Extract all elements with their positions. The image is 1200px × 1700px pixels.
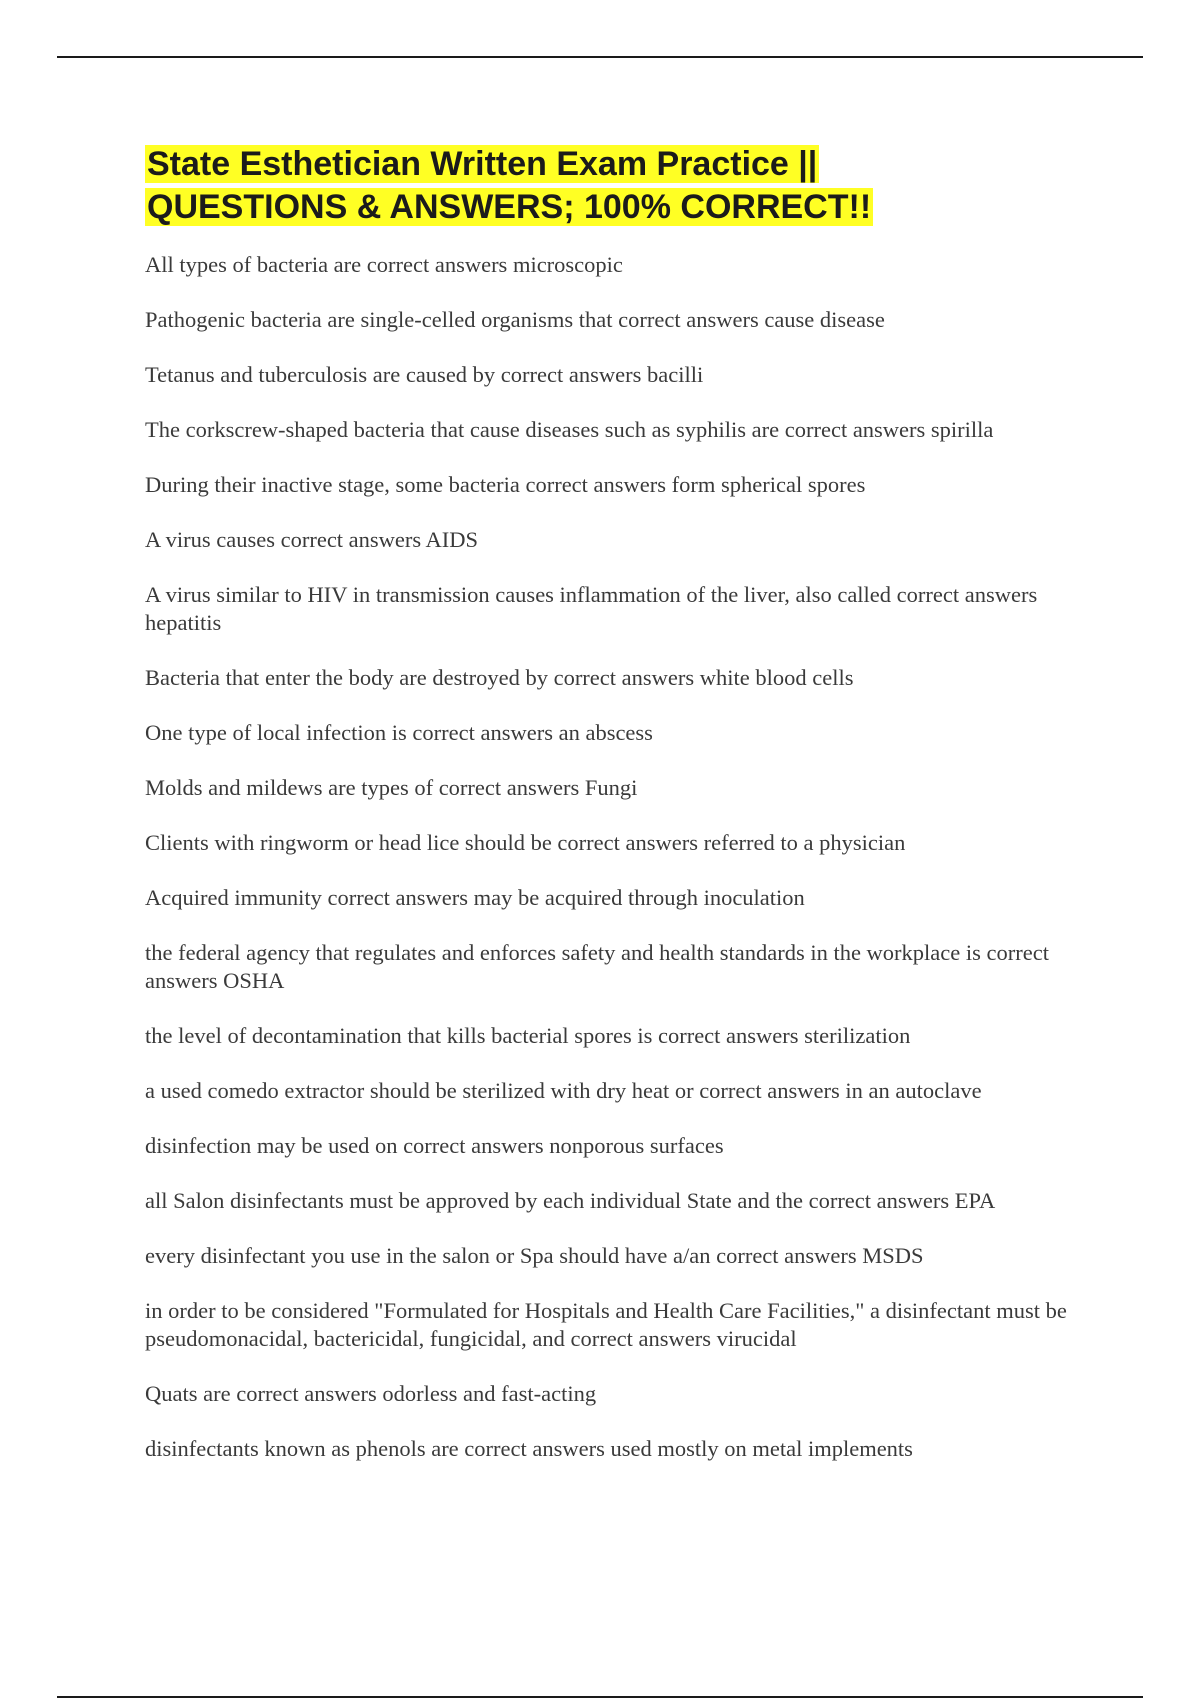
title-line-1: State Esthetician Written Exam Practice ||: [147, 145, 818, 183]
qa-item: One type of local infection is correct answers an abscess: [145, 720, 653, 745]
qa-item: a used comedo extractor should be sterilized with dry heat or correct answers in an autoclave: [145, 1078, 982, 1103]
document-body: [145, 143, 1075, 1490]
qa-item: disinfectants known as phenols are correct answers used mostly on metal implements: [145, 1436, 913, 1461]
qa-item: the level of decontamination that kills bacterial spores is correct answers sterilization: [145, 1023, 911, 1048]
qa-item: Quats are correct answers odorless and fast-acting: [145, 1381, 597, 1406]
qa-item: A virus causes correct answers AIDS: [145, 527, 479, 552]
title-line-2: QUESTIONS & ANSWERS; 100% CORRECT!!: [147, 188, 872, 226]
qa-item: Clients with ringworm or head lice should be correct answers referred to a physician: [145, 830, 906, 855]
qa-item: in order to be considered "Formulated for Hospitals and Health Care Facilities," a disinfectant must be pseudomonacidal, bactericidal, fungicidal, and correct answers virucidal: [145, 1298, 1067, 1351]
bottom-divider: [57, 1696, 1143, 1698]
qa-item: The corkscrew-shaped bacteria that cause diseases such as syphilis are correct answers spirilla: [145, 417, 994, 442]
document-title: [145, 143, 1075, 229]
qa-item: A virus similar to HIV in transmission causes inflammation of the liver, also called correct answers hepatitis: [145, 582, 1038, 635]
qa-item: Molds and mildews are types of correct answers Fungi: [145, 775, 638, 800]
qa-list: [145, 251, 1075, 1463]
qa-item: disinfection may be used on correct answers nonporous surfaces: [145, 1133, 724, 1158]
qa-item: During their inactive stage, some bacteria correct answers form spherical spores: [145, 472, 866, 497]
qa-item: Acquired immunity correct answers may be acquired through inoculation: [145, 885, 805, 910]
qa-item: Bacteria that enter the body are destroyed by correct answers white blood cells: [145, 665, 854, 690]
qa-item: Tetanus and tuberculosis are caused by correct answers bacilli: [145, 362, 704, 387]
top-divider: [57, 56, 1143, 58]
qa-item: All types of bacteria are correct answers microscopic: [145, 252, 623, 277]
qa-item: every disinfectant you use in the salon or Spa should have a/an correct answers MSDS: [145, 1243, 924, 1268]
qa-item: the federal agency that regulates and enforces safety and health standards in the workplace is correct answers OSHA: [145, 940, 1049, 993]
qa-item: Pathogenic bacteria are single-celled organisms that correct answers cause disease: [145, 307, 885, 332]
qa-item: all Salon disinfectants must be approved by each individual State and the correct answers EPA: [145, 1188, 996, 1213]
